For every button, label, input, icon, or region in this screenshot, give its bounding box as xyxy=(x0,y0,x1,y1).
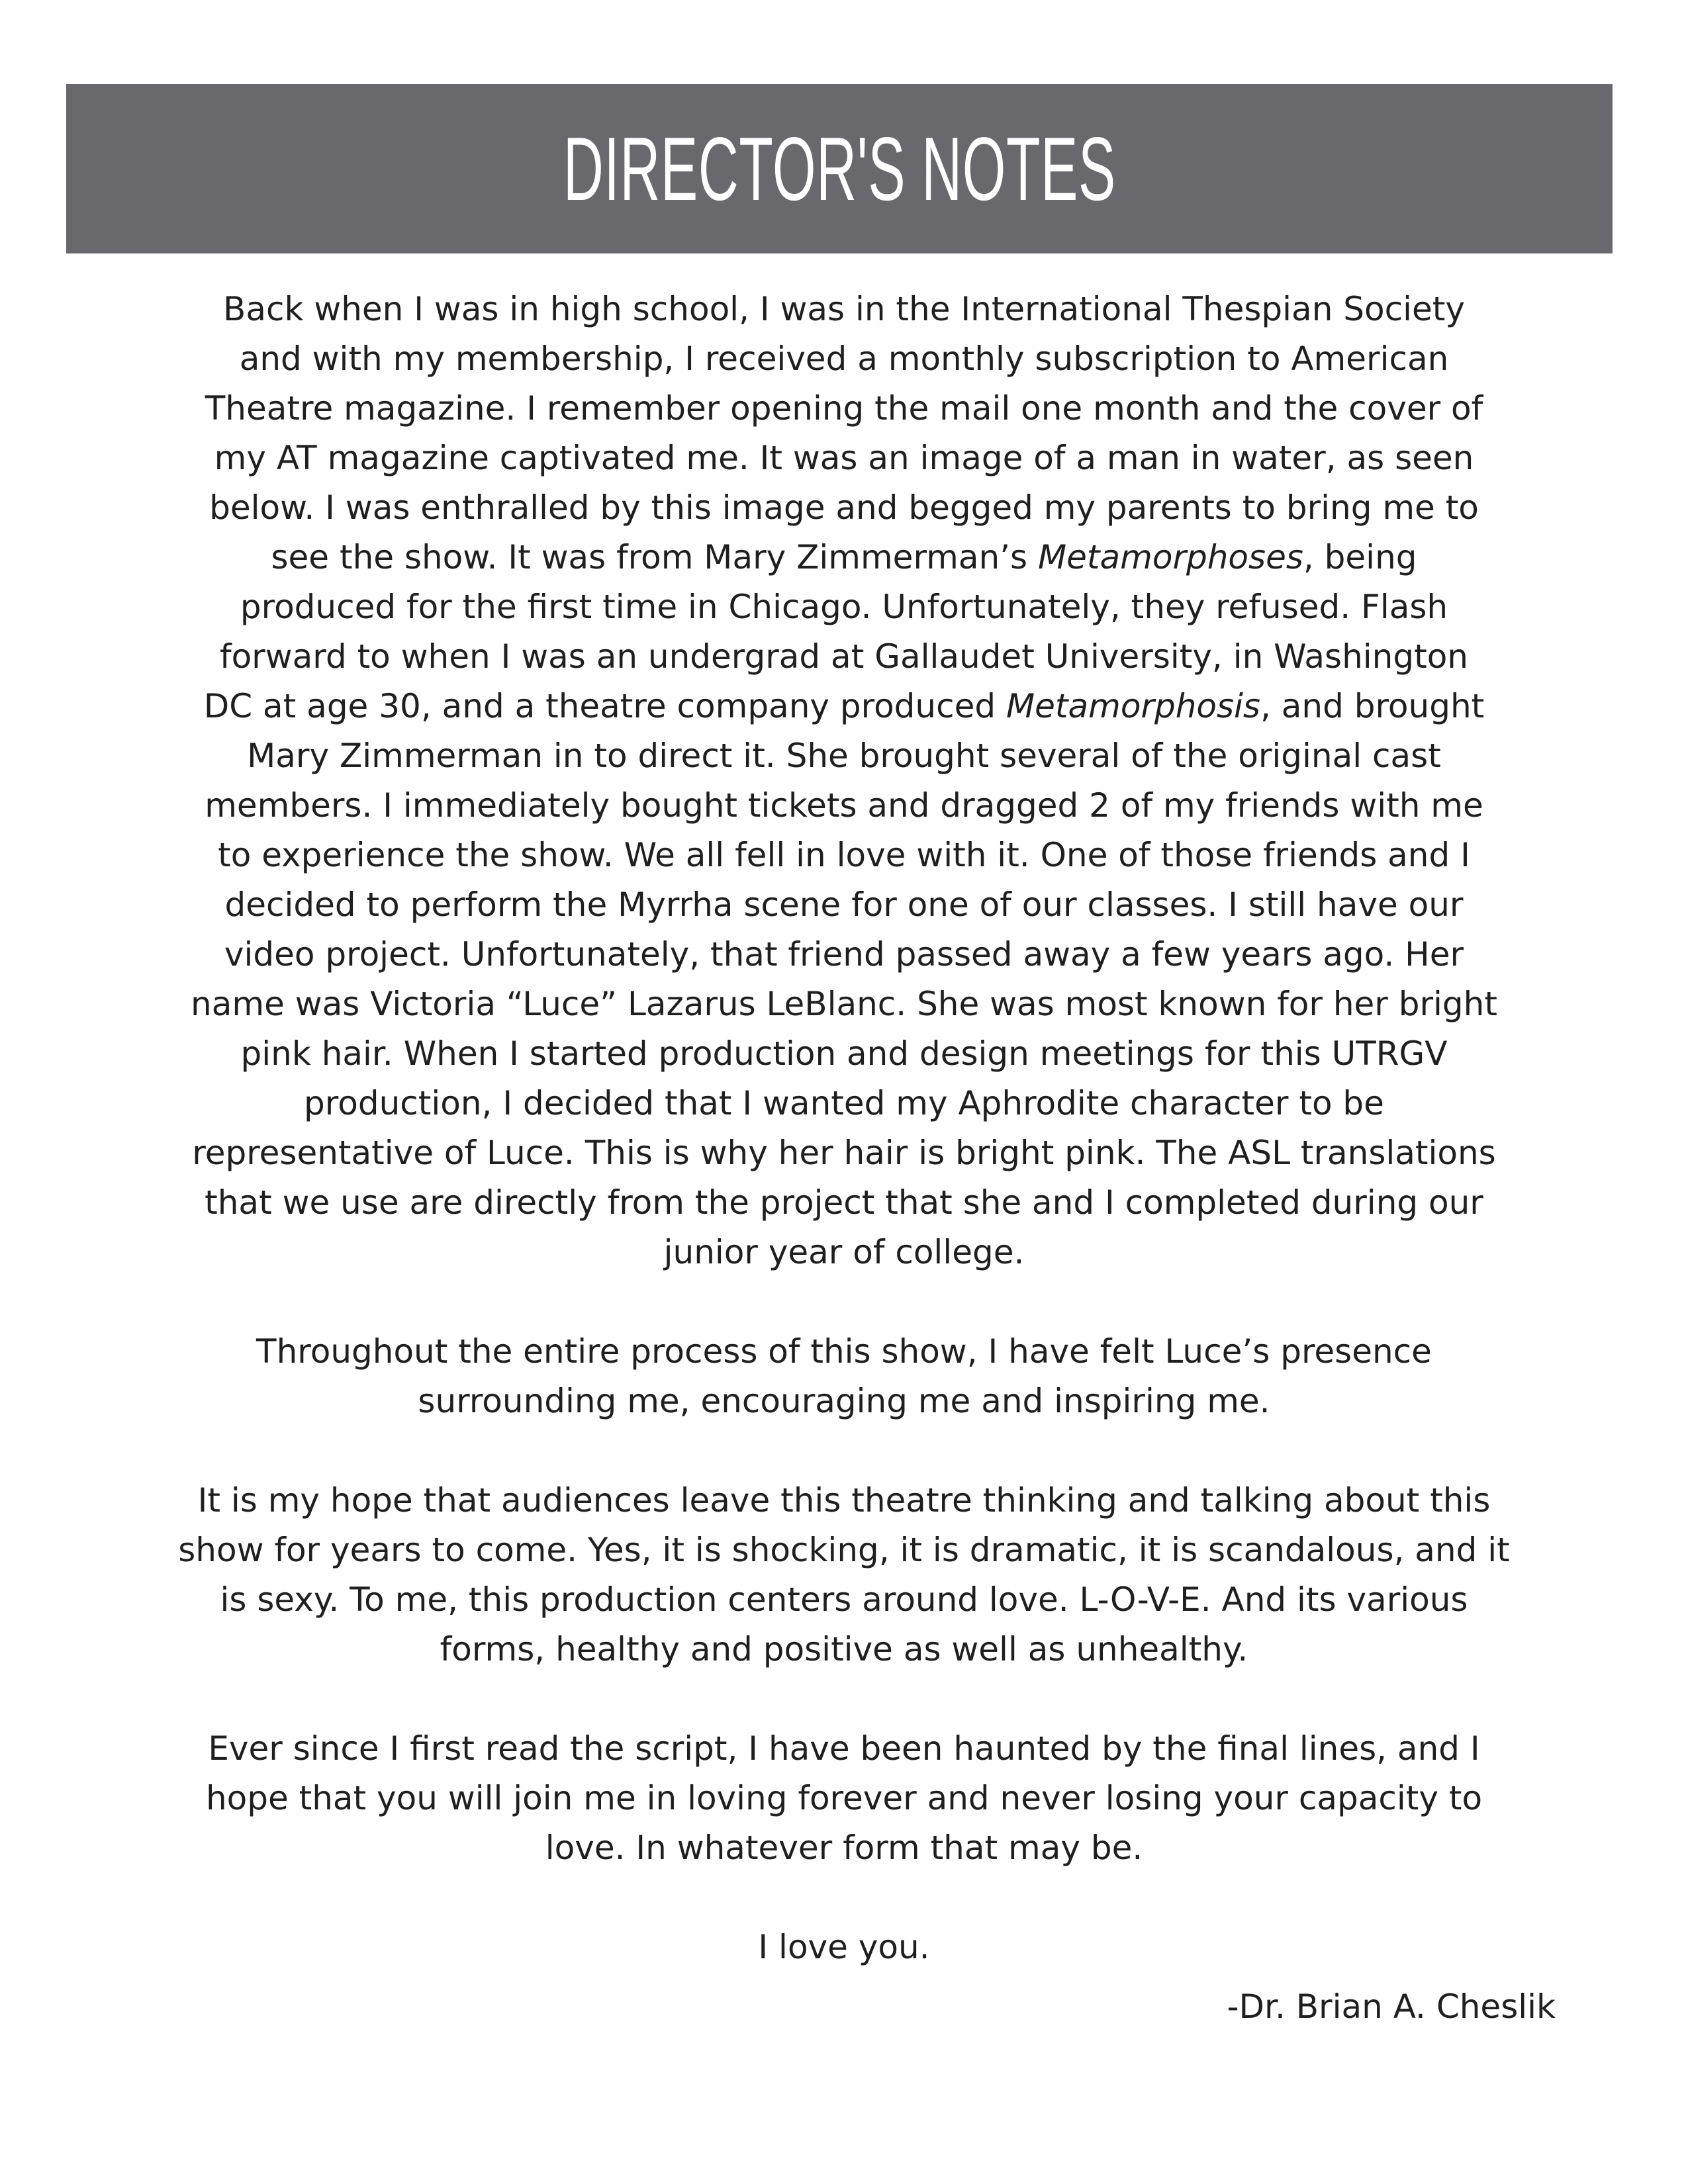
text-line xyxy=(99,1575,1589,1625)
text-segment: forms, healthy and positive as well as unhealthy. xyxy=(440,1630,1248,1668)
text-line xyxy=(99,483,1589,533)
text-line xyxy=(99,1774,1589,1823)
text-line xyxy=(99,533,1589,582)
text-line xyxy=(99,1724,1589,1774)
text-line xyxy=(99,831,1589,880)
header-banner xyxy=(66,84,1613,253)
italic-title: Metamorphosis xyxy=(1006,687,1260,725)
text-segment: name was Victoria “Luce” Lazarus LeBlanc. She was most known for her bright xyxy=(191,985,1497,1023)
text-line xyxy=(99,1525,1589,1575)
text-line xyxy=(99,384,1589,433)
text-segment: video project. Unfortunately, that friend passed away a few years ago. Her xyxy=(224,935,1464,974)
text-segment: surrounding me, encouraging me and inspiring me. xyxy=(418,1382,1270,1420)
paragraph-5 xyxy=(99,1923,1589,1972)
text-segment: forward to when I was an undergrad at Gallaudet University, in Washington xyxy=(219,637,1468,676)
text-segment: Throughout the entire process of this show, I have felt Luce’s presence xyxy=(256,1332,1432,1371)
text-segment: members. I immediately bought tickets and dragged 2 of my friends with me xyxy=(205,786,1483,825)
text-segment: Back when I was in high school, I was in the International Thespian Society xyxy=(223,290,1465,328)
text-segment: Theatre magazine. I remember opening the mail one month and the cover of xyxy=(205,389,1483,428)
signature: -Dr. Brian A. Cheslik xyxy=(1227,1987,1556,2026)
paragraph-4 xyxy=(99,1724,1589,1873)
text-line xyxy=(99,1377,1589,1426)
text-segment: love. In whatever form that may be. xyxy=(545,1829,1143,1867)
text-segment: I love you. xyxy=(758,1928,930,1966)
text-segment: Mary Zimmerman in to direct it. She brought several of the original cast xyxy=(247,737,1441,775)
text-line xyxy=(99,334,1589,384)
text-segment: see the show. It was from Mary Zimmerman’s xyxy=(271,538,1038,576)
text-line xyxy=(99,285,1589,334)
text-line xyxy=(99,1128,1589,1178)
text-segment: Ever since I first read the script, I have been haunted by the final lines, and I xyxy=(208,1729,1480,1768)
text-segment: to experience the show. We all fell in love with it. One of those friends and I xyxy=(218,836,1470,874)
text-line xyxy=(99,731,1589,781)
text-line xyxy=(99,1923,1589,1972)
page-title: DIRECTOR'S NOTES xyxy=(563,118,1116,219)
text-segment: decided to perform the Myrrha scene for one of our classes. I still have our xyxy=(224,886,1464,924)
paragraph-3 xyxy=(99,1476,1589,1674)
text-line xyxy=(99,1476,1589,1525)
text-segment: below. I was enthralled by this image and begged my parents to bring me to xyxy=(209,488,1479,527)
text-line xyxy=(99,1178,1589,1228)
notes-body xyxy=(99,285,1589,1972)
text-segment: that we use are directly from the project that she and I completed during our xyxy=(205,1183,1483,1222)
text-segment: my AT magazine captivated me. It was an image of a man in water, as seen xyxy=(214,439,1474,477)
text-segment: production, I decided that I wanted my Aphrodite character to be xyxy=(304,1084,1384,1122)
text-segment: pink hair. When I started production and design meetings for this UTRGV xyxy=(240,1034,1448,1073)
text-line xyxy=(99,682,1589,731)
text-line xyxy=(99,1823,1589,1873)
text-line xyxy=(99,781,1589,831)
text-line xyxy=(99,979,1589,1029)
text-segment: is sexy. To me, this production centers around love. L-O-V-E. And its various xyxy=(220,1580,1468,1619)
text-line xyxy=(99,880,1589,930)
text-segment: produced for the first time in Chicago. Unfortunately, they refused. Flash xyxy=(240,588,1448,626)
text-line xyxy=(99,1228,1589,1277)
text-line xyxy=(99,582,1589,632)
paragraph-2 xyxy=(99,1327,1589,1426)
text-line xyxy=(99,930,1589,979)
text-segment: junior year of college. xyxy=(663,1233,1025,1271)
text-segment: It is my hope that audiences leave this theatre thinking and talking about this xyxy=(197,1481,1491,1520)
text-line xyxy=(99,1029,1589,1079)
text-segment: hope that you will join me in loving forever and never losing your capacity to xyxy=(205,1779,1483,1817)
text-line xyxy=(99,632,1589,682)
text-line xyxy=(99,1625,1589,1674)
text-segment: and with my membership, I received a monthly subscription to American xyxy=(239,340,1449,378)
text-segment: DC at age 30, and a theatre company produced xyxy=(203,687,1006,725)
text-line xyxy=(99,433,1589,483)
text-line xyxy=(99,1327,1589,1377)
text-segment: , being xyxy=(1303,538,1417,576)
italic-title: Metamorphoses xyxy=(1038,538,1303,576)
text-segment: representative of Luce. This is why her hair is bright pink. The ASL translations xyxy=(192,1134,1496,1172)
text-line xyxy=(99,1079,1589,1128)
text-segment: , and brought xyxy=(1260,687,1485,725)
paragraph-1 xyxy=(99,285,1589,1277)
text-segment: show for years to come. Yes, it is shocking, it is dramatic, it is scandalous, and it xyxy=(178,1531,1510,1569)
